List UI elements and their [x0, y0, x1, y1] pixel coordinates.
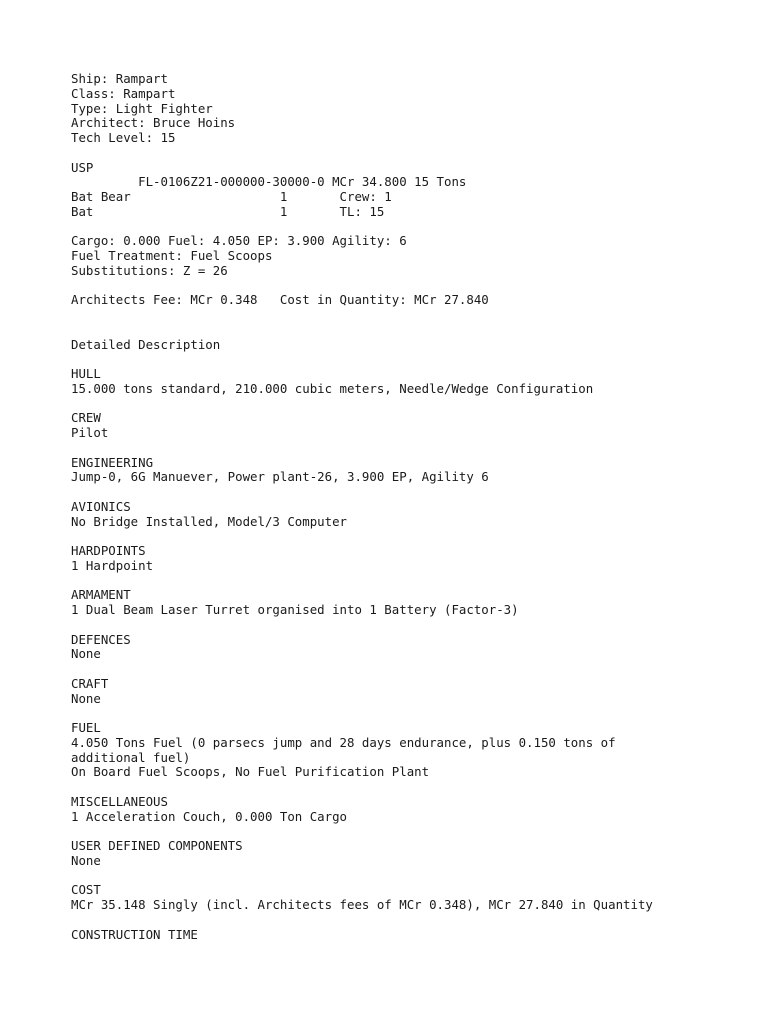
section-title: FUEL — [71, 720, 101, 735]
spacer — [71, 441, 751, 456]
spacer — [71, 618, 751, 633]
cargo-fuel-line: Cargo: 0.000 Fuel: 4.050 EP: 3.900 Agility: 6 — [71, 233, 407, 249]
spacer — [71, 397, 751, 412]
spacer — [71, 323, 751, 338]
ship-name: Ship: Rampart — [71, 71, 168, 86]
section-title: CREW — [71, 410, 101, 426]
section-construction-time — [71, 928, 751, 943]
spacer — [71, 352, 751, 367]
section-fuel — [71, 721, 751, 780]
section-title: DEFENCES — [71, 631, 131, 647]
section-line: 1 Dual Beam Laser Turret organised into 1 Battery (Factor-3) — [71, 602, 519, 617]
spacer — [71, 869, 751, 884]
section-line: 1 Hardpoint — [71, 557, 154, 573]
section-miscellaneous — [71, 795, 751, 825]
section-line: Jump-0, 6G Manuever, Power plant-26, 3.900 EP, Agility 6 — [71, 469, 489, 485]
spacer — [71, 706, 751, 721]
fuel-treatment-line: Fuel Treatment: Fuel Scoops — [71, 248, 273, 263]
spacer — [71, 913, 751, 928]
spacer — [71, 529, 751, 544]
spacer — [71, 662, 751, 677]
spacer — [71, 574, 751, 589]
section-line: 1 Acceleration Couch, 0.000 Ton Cargo — [71, 808, 348, 824]
architect-fee-line: Architects Fee: MCr 0.348 Cost in Quantity: MCr 27.840 — [71, 292, 489, 308]
section-title: USER DEFINED COMPONENTS — [71, 838, 243, 853]
section-line: 4.050 Tons Fuel (0 parsecs jump and 28 days endurance, plus 0.150 tons of — [71, 734, 616, 750]
section-line: 15.000 tons standard, 210.000 cubic meters, Needle/Wedge Configuration — [71, 380, 594, 396]
usp-title: USP — [71, 159, 94, 175]
summary-block — [71, 234, 751, 278]
section-title: ENGINEERING — [71, 454, 154, 470]
section-title: AVIONICS — [71, 498, 131, 514]
battery-row: Bat 1 TL: 15 — [71, 203, 385, 219]
usp-code-line: FL-0106Z21-000000-30000-0 MCr 34.800 15 Tons — [71, 174, 467, 190]
spacer — [71, 220, 751, 235]
section-craft — [71, 677, 751, 707]
section-cost — [71, 883, 751, 913]
ship-type: Type: Light Fighter — [71, 100, 213, 116]
ship-class: Class: Rampart — [71, 85, 176, 101]
ship-header — [71, 72, 751, 146]
spacer — [71, 485, 751, 500]
section-title: ARMAMENT — [71, 587, 131, 603]
usp-block — [71, 161, 751, 220]
document-page — [71, 72, 751, 942]
spacer — [71, 279, 751, 294]
section-engineering — [71, 456, 751, 486]
section-title: CONSTRUCTION TIME — [71, 926, 198, 942]
section-title: COST — [71, 882, 101, 898]
section-title: HARDPOINTS — [71, 543, 146, 558]
section-line: None — [71, 852, 101, 868]
substitutions-line: Substitutions: Z = 26 — [71, 262, 228, 278]
section-avionics — [71, 500, 751, 530]
section-line: MCr 35.148 Singly (incl. Architects fees of MCr 0.348), MCr 27.840 in Quantity — [71, 897, 653, 912]
section-line: None — [71, 646, 101, 662]
detailed-description-heading: Detailed Description — [71, 336, 221, 352]
section-title: CRAFT — [71, 675, 109, 691]
section-line: No Bridge Installed, Model/3 Computer — [71, 513, 348, 529]
spacer — [71, 824, 751, 839]
section-armament — [71, 588, 751, 618]
section-line: On Board Fuel Scoops, No Fuel Purification Plant — [71, 764, 430, 780]
ship-architect: Architect: Bruce Hoins — [71, 115, 236, 131]
spacer — [71, 780, 751, 795]
battery-row: Bat Bear 1 Crew: 1 — [71, 189, 392, 204]
section-defences — [71, 633, 751, 663]
section-crew — [71, 411, 751, 441]
spacer — [71, 308, 751, 323]
spacer — [71, 146, 751, 161]
section-title: HULL — [71, 366, 101, 381]
section-title: MISCELLANEOUS — [71, 793, 168, 809]
section-hardpoints — [71, 544, 751, 574]
section-hull — [71, 367, 751, 397]
section-line: None — [71, 690, 101, 706]
section-line: Pilot — [71, 425, 109, 440]
section-user-defined-components — [71, 839, 751, 869]
section-line: additional fuel) — [71, 749, 191, 765]
ship-tech-level: Tech Level: 15 — [71, 130, 176, 145]
